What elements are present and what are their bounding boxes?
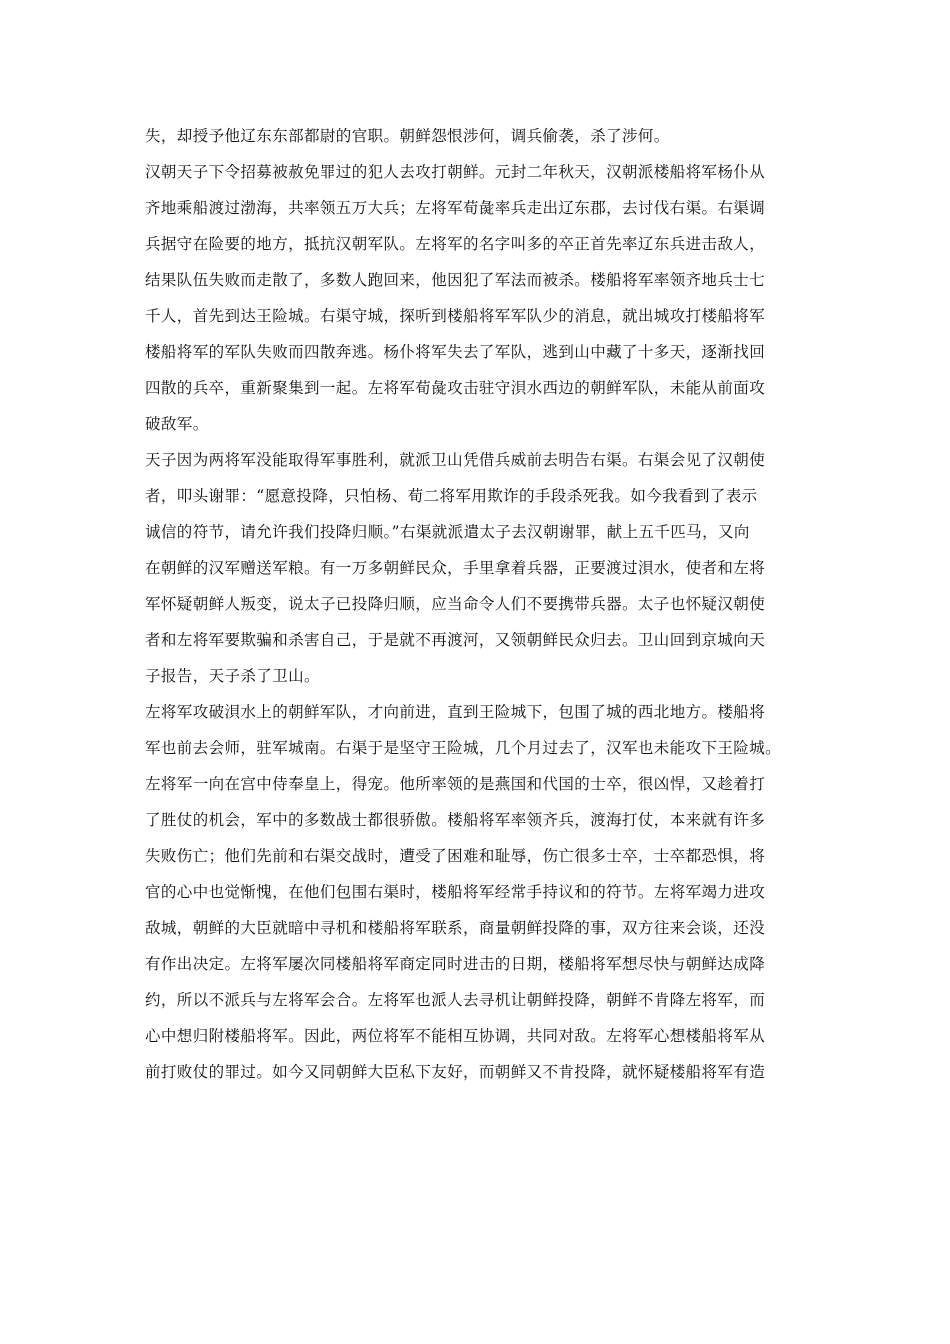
- text-line: 天子因为两将军没能取得军事胜利，就派卫山凭借兵威前去明告右渠。右渠会见了汉朝使: [145, 451, 766, 469]
- text-line: 军怀疑朝鲜人叛变，说太子已投降归顺，应当命令人们不要携带兵器。太子也怀疑汉朝使: [145, 595, 766, 613]
- text-line: 千人，首先到达王险城。右渠守城，探听到楼船将军军队少的消息，就出城攻打楼船将军: [145, 307, 766, 325]
- text-line: 左将军一向在宫中侍奉皇上，得宠。他所率领的是燕国和代国的士卒，很凶悍，又趁着打: [145, 775, 766, 793]
- text-line: 子报告，天子杀了卫山。: [145, 667, 320, 685]
- text-line: 破敌军。: [145, 415, 209, 433]
- text-line: 者和左将军要欺骗和杀害自己，于是就不再渡河，又领朝鲜民众归去。卫山回到京城向天: [145, 631, 766, 649]
- text-line: 前打败仗的罪过。如今又同朝鲜大臣私下友好，而朝鲜又不肯投降，就怀疑楼船将军有造: [145, 1063, 766, 1081]
- text-line: 汉朝天子下令招募被赦免罪过的犯人去攻打朝鲜。元封二年秋天，汉朝派楼船将军杨仆从: [145, 163, 766, 181]
- body-text: [145, 118, 813, 1090]
- text-line: 左将军攻破浿水上的朝鲜军队，才向前进，直到王险城下，包围了城的西北地方。楼船将: [145, 703, 766, 721]
- text-line: 者，叩头谢罪：“愿意投降，只怕杨、荀二将军用欺诈的手段杀死我。如今我看到了表示: [145, 487, 758, 505]
- text-line: 失败伤亡；他们先前和右渠交战时，遭受了困难和耻辱，伤亡很多士卒，士卒都恐惧，将: [145, 847, 766, 865]
- text-line: 约，所以不派兵与左将军会合。左将军也派人去寻机让朝鲜投降，朝鲜不肯降左将军，而: [145, 991, 766, 1009]
- text-line: 结果队伍失败而走散了，多数人跑回来，他因犯了军法而被杀。楼船将军率领齐地兵士七: [145, 271, 766, 289]
- text-line: 有作出决定。左将军屡次同楼船将军商定同时进击的日期，楼船将军想尽快与朝鲜达成降: [145, 955, 766, 973]
- text-line: 四散的兵卒，重新聚集到一起。左将军荀彘攻击驻守浿水西边的朝鲜军队，未能从前面攻: [145, 379, 766, 397]
- text-line: 了胜仗的机会，军中的多数战士都很骄傲。楼船将军率领齐兵，渡海打仗，本来就有许多: [145, 811, 766, 829]
- text-line: 军也前去会师，驻军城南。右渠于是坚守王险城，几个月过去了，汉军也未能攻下王险城。: [145, 739, 782, 757]
- text-line: 心中想归附楼船将军。因此，两位将军不能相互协调，共同对敌。左将军心想楼船将军从: [145, 1027, 766, 1045]
- text-line: 在朝鲜的汉军赠送军粮。有一万多朝鲜民众，手里拿着兵器，正要渡过浿水，使者和左将: [145, 559, 766, 577]
- text-line: 诚信的符节，请允许我们投降归顺。”右渠就派遣太子去汉朝谢罪，献上五千匹马，又向: [145, 523, 750, 541]
- text-line: 兵据守在险要的地方，抵抗汉朝军队。左将军的名字叫多的卒正首先率辽东兵进击敌人，: [145, 235, 766, 253]
- text-line: 齐地乘船渡过渤海，共率领五万大兵；左将军荀彘率兵走出辽东郡，去讨伐右渠。右渠调: [145, 199, 766, 217]
- text-line: 失，却授予他辽东东部都尉的官职。朝鲜怨恨涉何，调兵偷袭，杀了涉何。: [145, 127, 670, 145]
- text-line: 楼船将军的军队失败而四散奔逃。杨仆将军失去了军队，逃到山中藏了十多天，逐渐找回: [145, 343, 766, 361]
- text-line: 敌城，朝鲜的大臣就暗中寻机和楼船将军联系，商量朝鲜投降的事，双方往来会谈，还没: [145, 919, 766, 937]
- text-line: 官的心中也觉惭愧，在他们包围右渠时，楼船将军经常手持议和的符节。左将军竭力进攻: [145, 883, 766, 901]
